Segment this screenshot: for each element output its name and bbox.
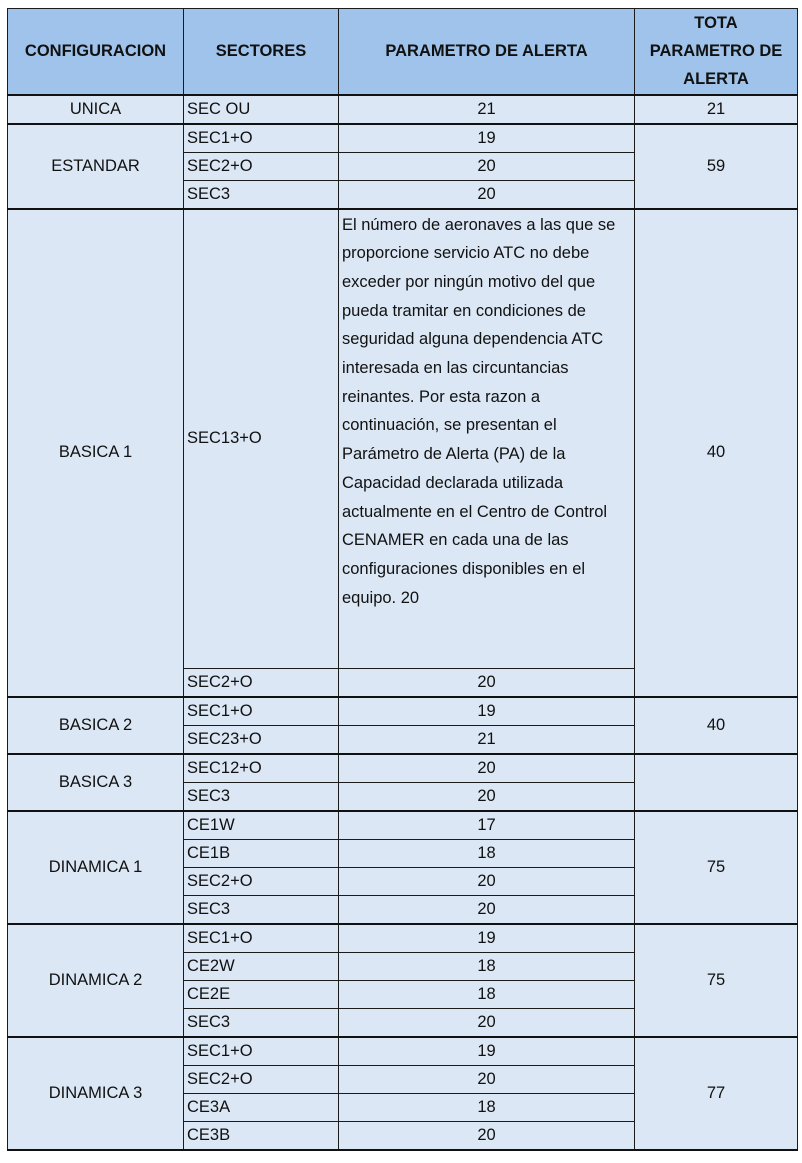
total-cell bbox=[635, 754, 798, 811]
table-row bbox=[8, 124, 798, 153]
sector-cell: SEC2+O bbox=[184, 669, 339, 698]
table-row bbox=[8, 209, 798, 669]
sector-cell: SEC1+O bbox=[184, 124, 339, 153]
config-cell: BASICA 1 bbox=[8, 209, 184, 698]
header-configuracion: CONFIGURACION bbox=[8, 9, 184, 95]
sector-cell: SEC3 bbox=[184, 783, 339, 812]
sector-cell: CE3B bbox=[184, 1122, 339, 1151]
sector-cell: SEC13+O bbox=[184, 209, 339, 669]
total-cell: 21 bbox=[635, 95, 798, 124]
param-cell: 18 bbox=[339, 840, 635, 868]
description-cell bbox=[339, 209, 635, 669]
param-cell: 19 bbox=[339, 1037, 635, 1066]
param-cell: 20 bbox=[339, 868, 635, 896]
param-cell: 20 bbox=[339, 754, 635, 783]
sector-cell: SEC12+O bbox=[184, 754, 339, 783]
sector-cell: CE3A bbox=[184, 1094, 339, 1122]
param-cell: 21 bbox=[339, 95, 635, 124]
table-row bbox=[8, 754, 798, 783]
sector-cell: CE2W bbox=[184, 953, 339, 981]
param-cell: 20 bbox=[339, 669, 635, 698]
sector-cell: SEC1+O bbox=[184, 1037, 339, 1066]
sector-cell: CE2E bbox=[184, 981, 339, 1009]
param-cell: 20 bbox=[339, 1009, 635, 1038]
header-total: TOTA PARAMETRO DE ALERTA bbox=[635, 9, 798, 95]
param-cell: 18 bbox=[339, 953, 635, 981]
sector-cell: SEC1+O bbox=[184, 697, 339, 726]
param-cell: 19 bbox=[339, 924, 635, 953]
sector-cell: SEC2+O bbox=[184, 1066, 339, 1094]
param-cell: 20 bbox=[339, 152, 635, 180]
param-cell: 21 bbox=[339, 726, 635, 755]
total-cell: 75 bbox=[635, 924, 798, 1037]
param-cell: 20 bbox=[339, 783, 635, 812]
param-cell: 18 bbox=[339, 981, 635, 1009]
alert-parameter-table bbox=[7, 8, 798, 1151]
sector-cell: SEC3 bbox=[184, 896, 339, 925]
total-cell: 40 bbox=[635, 209, 798, 698]
total-cell: 40 bbox=[635, 697, 798, 754]
total-cell: 77 bbox=[635, 1037, 798, 1150]
sector-cell: CE1W bbox=[184, 811, 339, 840]
table-row bbox=[8, 1037, 798, 1066]
sector-cell: SEC23+O bbox=[184, 726, 339, 755]
param-cell: 18 bbox=[339, 1094, 635, 1122]
total-cell: 59 bbox=[635, 124, 798, 209]
sector-cell: SEC2+O bbox=[184, 868, 339, 896]
param-cell: 19 bbox=[339, 697, 635, 726]
config-cell: BASICA 3 bbox=[8, 754, 184, 811]
sector-cell: SEC3 bbox=[184, 180, 339, 209]
table-row bbox=[8, 811, 798, 840]
table-row bbox=[8, 924, 798, 953]
param-cell: 20 bbox=[339, 1066, 635, 1094]
table-row bbox=[8, 95, 798, 124]
sector-cell: SEC OU bbox=[184, 95, 339, 124]
param-cell: 20 bbox=[339, 180, 635, 209]
sector-cell: CE1B bbox=[184, 840, 339, 868]
sector-cell: SEC1+O bbox=[184, 924, 339, 953]
config-cell: ESTANDAR bbox=[8, 124, 184, 209]
header-parametro: PARAMETRO DE ALERTA bbox=[339, 9, 635, 95]
total-cell: 75 bbox=[635, 811, 798, 924]
config-cell: DINAMICA 3 bbox=[8, 1037, 184, 1150]
sector-cell: SEC3 bbox=[184, 1009, 339, 1038]
config-cell: DINAMICA 1 bbox=[8, 811, 184, 924]
param-cell: 17 bbox=[339, 811, 635, 840]
description-text: El número de aeronaves a las que se proporcione servicio ATC no debe exceder por ningún motivo del que pueda tramitar en condiciones de seguridad alguna dependencia ATC interesada en las circuntancias reinantes. Por esta razon a continuación, se presentan el Parámetro de Alerta (PA) de la Capacidad declarada utilizada actualmente en el Centro de Control CENAMER en cada una de las configuraciones disponibles en el equipo. 20 bbox=[342, 215, 616, 607]
param-cell: 20 bbox=[339, 1122, 635, 1151]
config-cell: UNICA bbox=[8, 95, 184, 124]
header-row bbox=[8, 9, 798, 95]
param-cell: 20 bbox=[339, 896, 635, 925]
header-sectores: SECTORES bbox=[184, 9, 339, 95]
table-row bbox=[8, 697, 798, 726]
sector-cell: SEC2+O bbox=[184, 152, 339, 180]
config-cell: DINAMICA 2 bbox=[8, 924, 184, 1037]
param-cell: 19 bbox=[339, 124, 635, 153]
config-cell: BASICA 2 bbox=[8, 697, 184, 754]
